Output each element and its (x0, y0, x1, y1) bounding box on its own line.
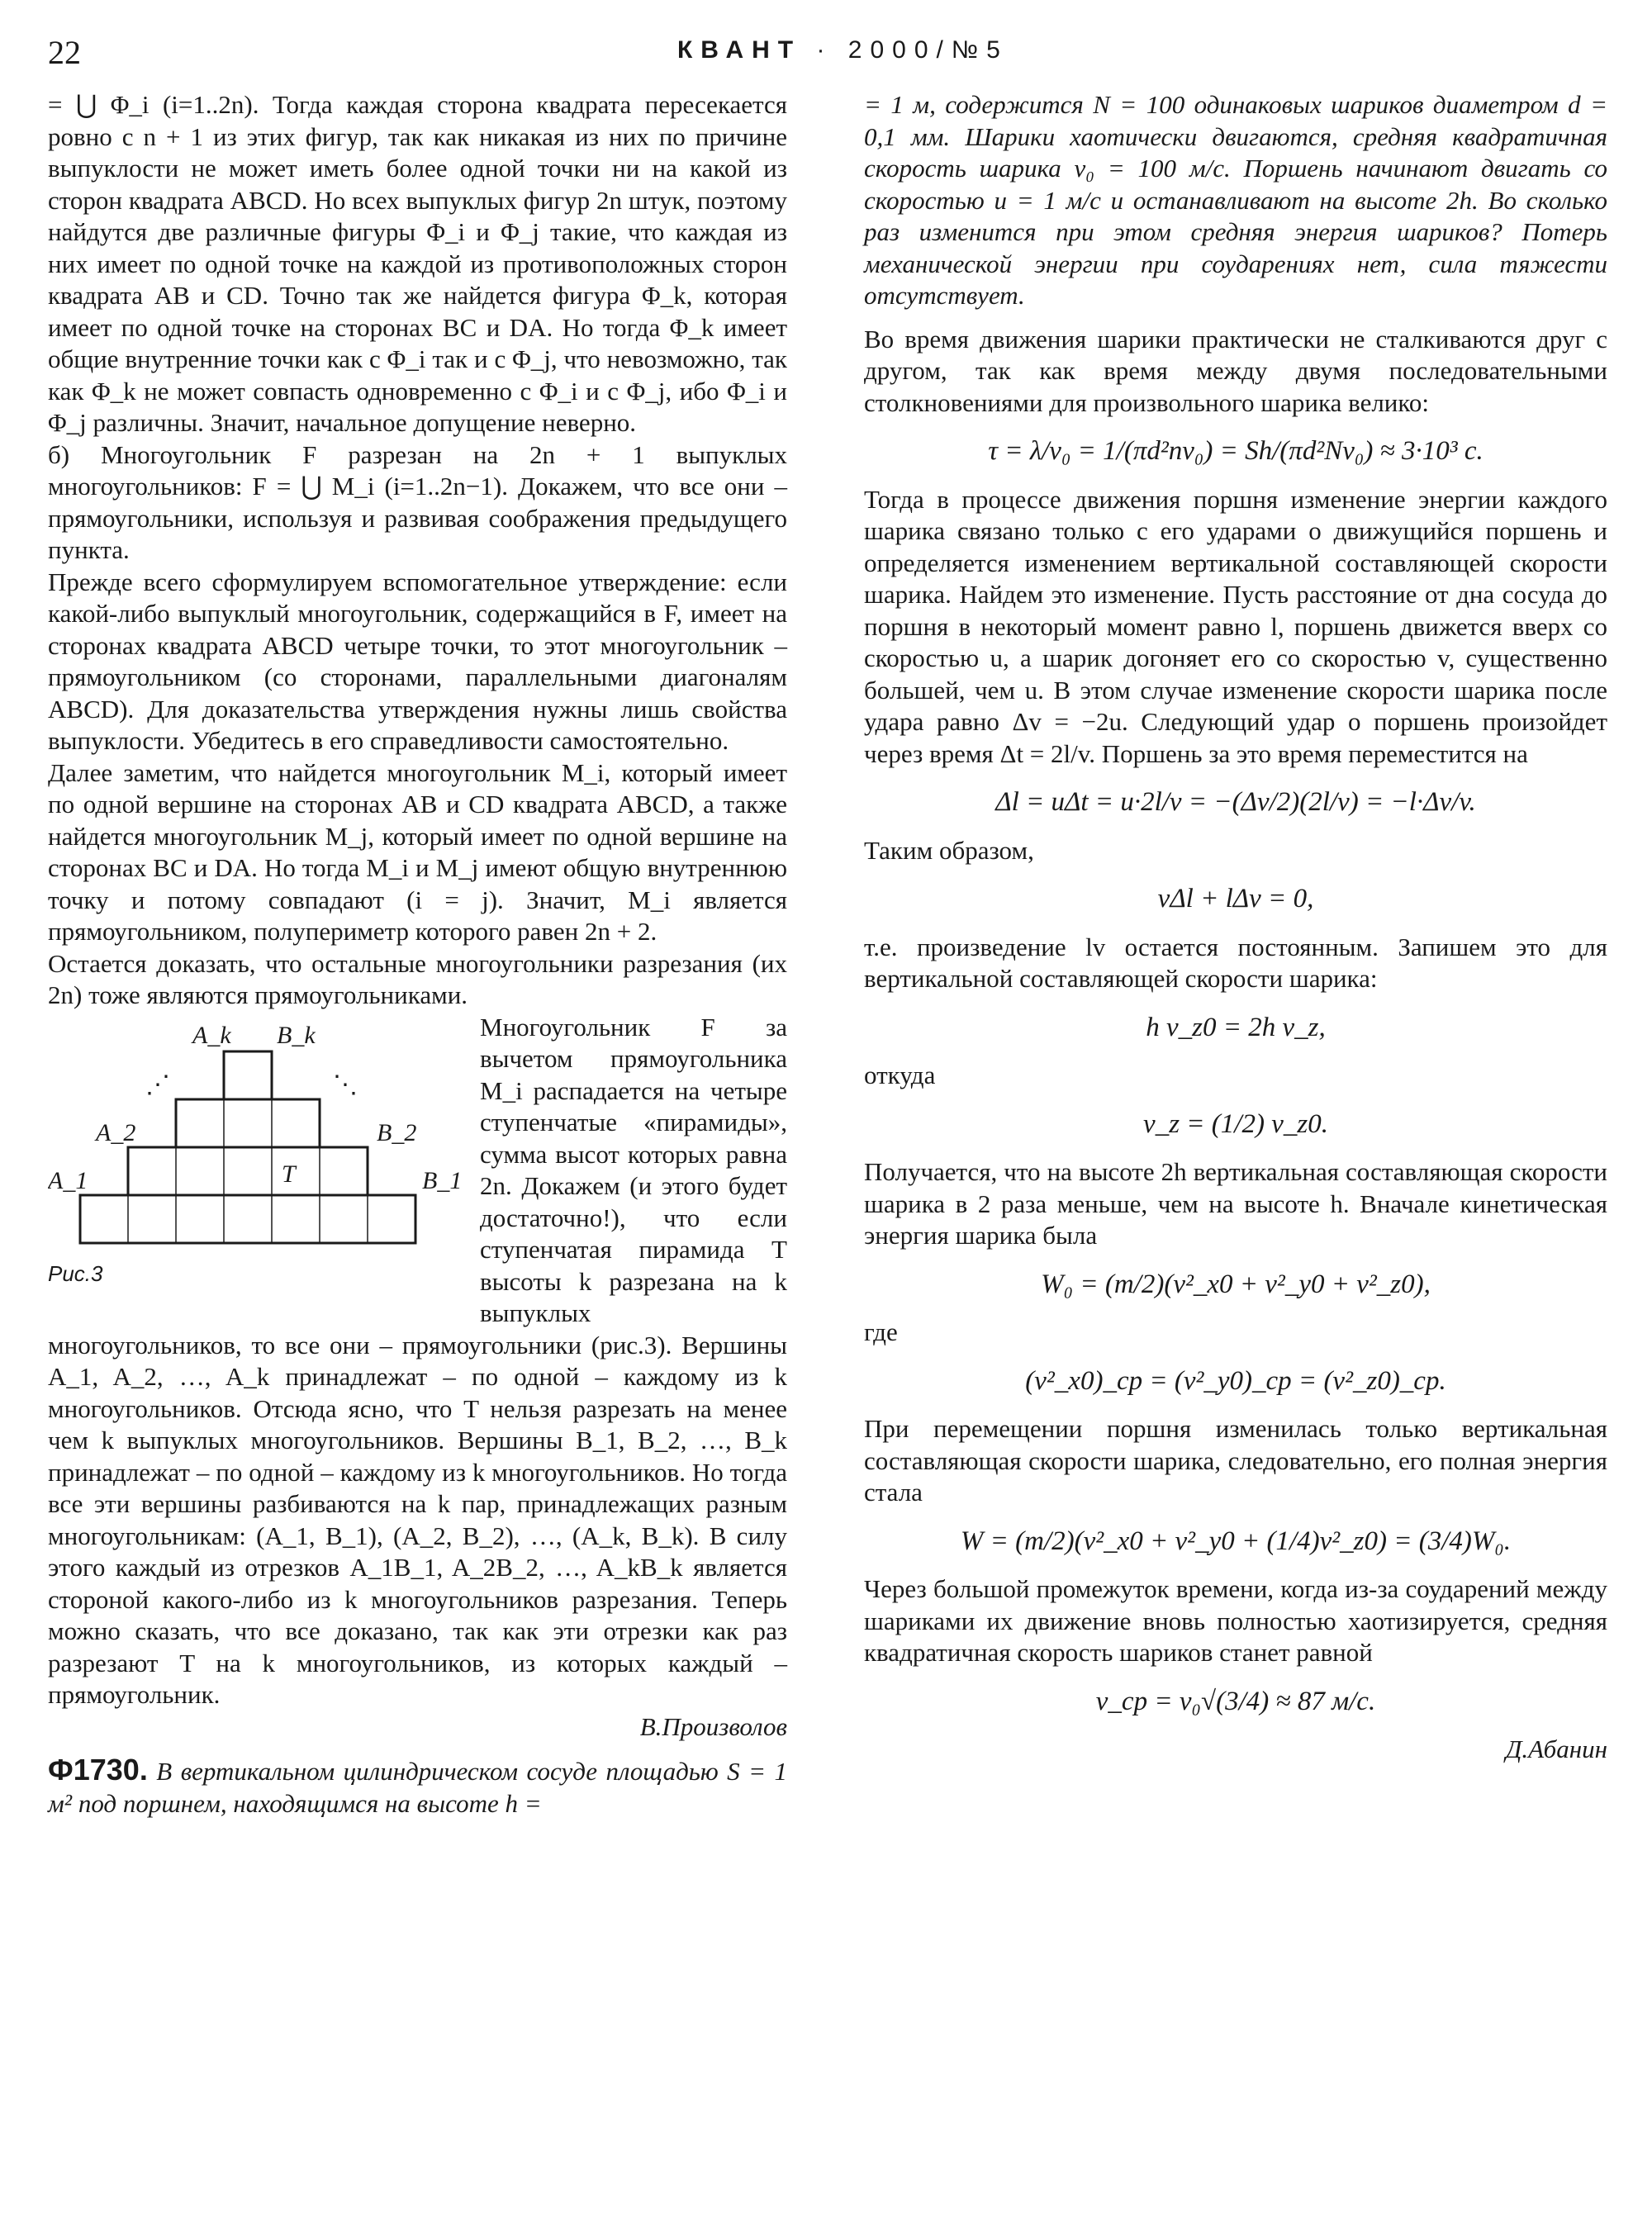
paragraph-part-b: б) Многоугольник F разрезан на 2n + 1 выпуклых многоугольников: F = ⋃ M_i (i=1..2n−1). Докажем, что все они – прямоугольники, используя и развивая соображения предыдущего пункта. (48, 439, 787, 564)
figure-3 (48, 1018, 465, 1299)
formula-w: W = (m/2)(v²_x0 + v²_y0 + (1/4)v²_z0) = (3/4)W₀. (960, 1526, 1512, 1556)
solution-text-7: где (864, 1317, 898, 1346)
journal-header (677, 36, 1009, 64)
solution-text-2: Тогда в процессе движения поршня изменение энергии каждого шарика связано только с его ударами о движущийся поршень и определяется изменением вертикальной составляющей скорости шарика. Найдем это изменение. Пусть расстояние от дна сосуда до поршня в некоторый момент равно l, поршень движется вверх со скоростью u, а шарик догоняет его со скоростью v, существенно большей, чем u. В этом случае изменение скорости шарика после удара равно Δv = −2u. Следующий удар о поршень произойдет через время Δt = 2l/v. Поршень за это время переместится на (864, 484, 1607, 768)
paragraph-auxiliary-statement: Прежде всего сформулируем вспомогательное утверждение: если какой-либо выпуклый многоугольник, содержащийся в F, имеет на сторонах квадрата ABCD четыре точки, то этот многоугольник – прямоугольником (со сторонами, параллельными диагоналям ABCD). Для доказательства утверждения нужны лишь свойства выпуклости. Убедитесь в его справедливости самостоятельно. (48, 567, 787, 755)
solution-text-8: При перемещении поршня изменилась только вертикальная составляющая скорости шарика, следовательно, его полная энергия стала (864, 1414, 1607, 1507)
solution-text-3: Таким образом, (864, 835, 1034, 865)
page-number: 22 (48, 34, 81, 71)
author-signature-left: В.Произволов (639, 1711, 787, 1741)
paragraph-mi-mj: Далее заметим, что найдется многоугольник M_i, который имеет по одной вершине на сторонах AB и CD квадрата ABCD, а также найдется многоугольник M_j, который имеет по одной вершине на сторонах BC и DA. Но тогда M_i и M_j имеют общую внутреннюю точку и потому совпадают (i = j). Значит, M_i является прямоугольником, полупериметр которого равен 2n + 2. (48, 757, 787, 946)
problem-statement-start: В вертикальном цилиндрическом сосуде площадью S = 1 м² под поршнем, находящимся на высоте h = (48, 1757, 788, 1818)
formula-vsr: v_ср = v₀√(3/4) ≈ 87 м/с. (1095, 1686, 1376, 1716)
author-signature-right: Д.Абанин (1505, 1734, 1607, 1763)
paragraph-pyramid-proof: Многоугольник F за вычетом прямоугольника M_i распадается на четыре ступенчатые «пирамиды», сумма высот которых равна 2n. Докажем (и этого будет достаточно!), что если ступенчатая пирамида T высоты k разрезана на k выпуклых многоугольников, то все они – прямоугольники (рис.3). Вершины A_1, A_2, …, A_k принадлежат – по одной – каждому из k многоугольников. Отсюда ясно, что T нельзя разрезать на менее чем k выпуклых многоугольников. Вершины B_1, B_2, …, B_k принадлежат – по одной – каждому из k многоугольников. Но тогда все эти вершины разбиваются на k пар, принадлежащих разным многоугольникам: (A_1, B_1), (A_2, B_2), …, (A_k, B_k). В силу этого каждый из отрезков A_1B_1, A_2B_2, …, A_kB_k является стороной какого-либо из k многоугольников разрезания. Теперь можно сказать, что все доказано, так как эти отрезки как раз разрезают T на k многоугольников, из которых каждый – прямоугольник. (48, 1012, 787, 1709)
formula-conservation: vΔl + lΔv = 0, (1157, 884, 1314, 913)
formula-w0: W₀ = (m/2)(v²_x0 + v²_y0 + v²_z0), (1041, 1269, 1431, 1299)
label-a1: A_1 (48, 1166, 88, 1194)
solution-text-9: Через большой промежуток времени, когда из-за соударений между шариками их движение вновь полностью хаотизируется, средняя квадратичная скорость шариков станет равной (864, 1574, 1607, 1667)
formula-delta-l: Δl = uΔt = u·2l/v = −(Δv/2)(2l/v) = −l·Δv/v. (995, 787, 1476, 817)
solution-text-1: Во время движения шарики практически не сталкиваются друг с другом, так как время между двумя последовательными столкновениями для произвольного шарика велико: (864, 324, 1607, 417)
journal-title: КВАНТ (677, 36, 802, 64)
pyramid-row-base (80, 1195, 415, 1243)
solution-text-4: т.е. произведение lv остается постоянным. Запишем это для вертикальной составляющей скорости шарика: (864, 932, 1607, 993)
label-ak: A_k (192, 1021, 231, 1049)
label-b2: B_2 (377, 1118, 417, 1146)
left-column (48, 89, 787, 1820)
pyramid-diagram (48, 1018, 465, 1299)
figure-caption: Рис.3 (48, 1260, 103, 1286)
problem-number: Ф1730. (48, 1753, 148, 1787)
formula-hvz: h v_z0 = 2h v_z, (1146, 1012, 1326, 1042)
dots-right-icon: ⋱ (333, 1070, 358, 1099)
solution-text-5: откуда (864, 1061, 936, 1089)
formula-averages: (v²_x0)_ср = (v²_y0)_ср = (v²_z0)_ср. (1025, 1365, 1446, 1396)
solution-text-6: Получается, что на высоте 2h вертикальная составляющая скорости шарика в 2 раза меньше, чем на высоте h. Вначале кинетическая энергия шарика была (864, 1157, 1607, 1250)
formula-vz: v_z = (1/2) v_z0. (1143, 1108, 1328, 1139)
label-t: T (282, 1160, 296, 1188)
dots-left-icon: ⋰ (145, 1070, 170, 1099)
problem-statement-cont: = 1 м, содержится N = 100 одинаковых шариков диаметром d = 0,1 мм. Шарики хаотически двигаются, средняя квадратичная скорость шарика v₀ = 100 м/с. Поршень начинают двигать со скоростью u = 1 м/с и останавливают на высоте 2h. Во сколько раз изменится при этом средняя энергия шариков? Потерь механической энергии при соударениях нет, сила тяжести отсутствует. (864, 90, 1607, 310)
journal-issue: · 2000/№5 (816, 36, 1009, 64)
pyramid-row-3 (128, 1147, 368, 1195)
label-bk: B_k (277, 1021, 316, 1049)
paragraph-union-phi: = ⋃ Φ_i (i=1..2n). Тогда каждая сторона квадрата пересекается ровно с n + 1 из этих фигур, так как никакая из них по причине выпуклости не может иметь более одной точки ни на какой из сторон квадрата ABCD. Но всех выпуклых фигур 2n штук, поэтому найдутся две различные фигуры Φ_i и Φ_j такие, что каждая из них имеет по одной точке на каждой из противоположных сторон квадрата AB и CD. Точно так же найдется фигура Φ_k, которая имеет по одной точке на сторонах BC и DA. Но тогда Φ_k имеет общие внутренние точки как с Φ_i так и с Φ_j, что невозможно, так как Φ_k не может совпасть одновременно с Φ_i и с Φ_j, ибо Φ_i и Φ_j различны. Значит, начальное допущение неверно. (48, 90, 787, 437)
pyramid-row-2 (176, 1099, 320, 1147)
right-column (864, 89, 1607, 1766)
paragraph-remaining: Остается доказать, что остальные многоугольники разрезания (их 2n) тоже являются прямоугольниками. (48, 948, 787, 1009)
label-a2: A_2 (96, 1118, 136, 1146)
formula-tau: τ = λ/v₀ = 1/(πd²nv₀) = Sh/(πd²Nv₀) ≈ 3·10³ с. (988, 436, 1483, 466)
pyramid-top-cell (224, 1051, 272, 1099)
label-b1: B_1 (422, 1166, 463, 1194)
